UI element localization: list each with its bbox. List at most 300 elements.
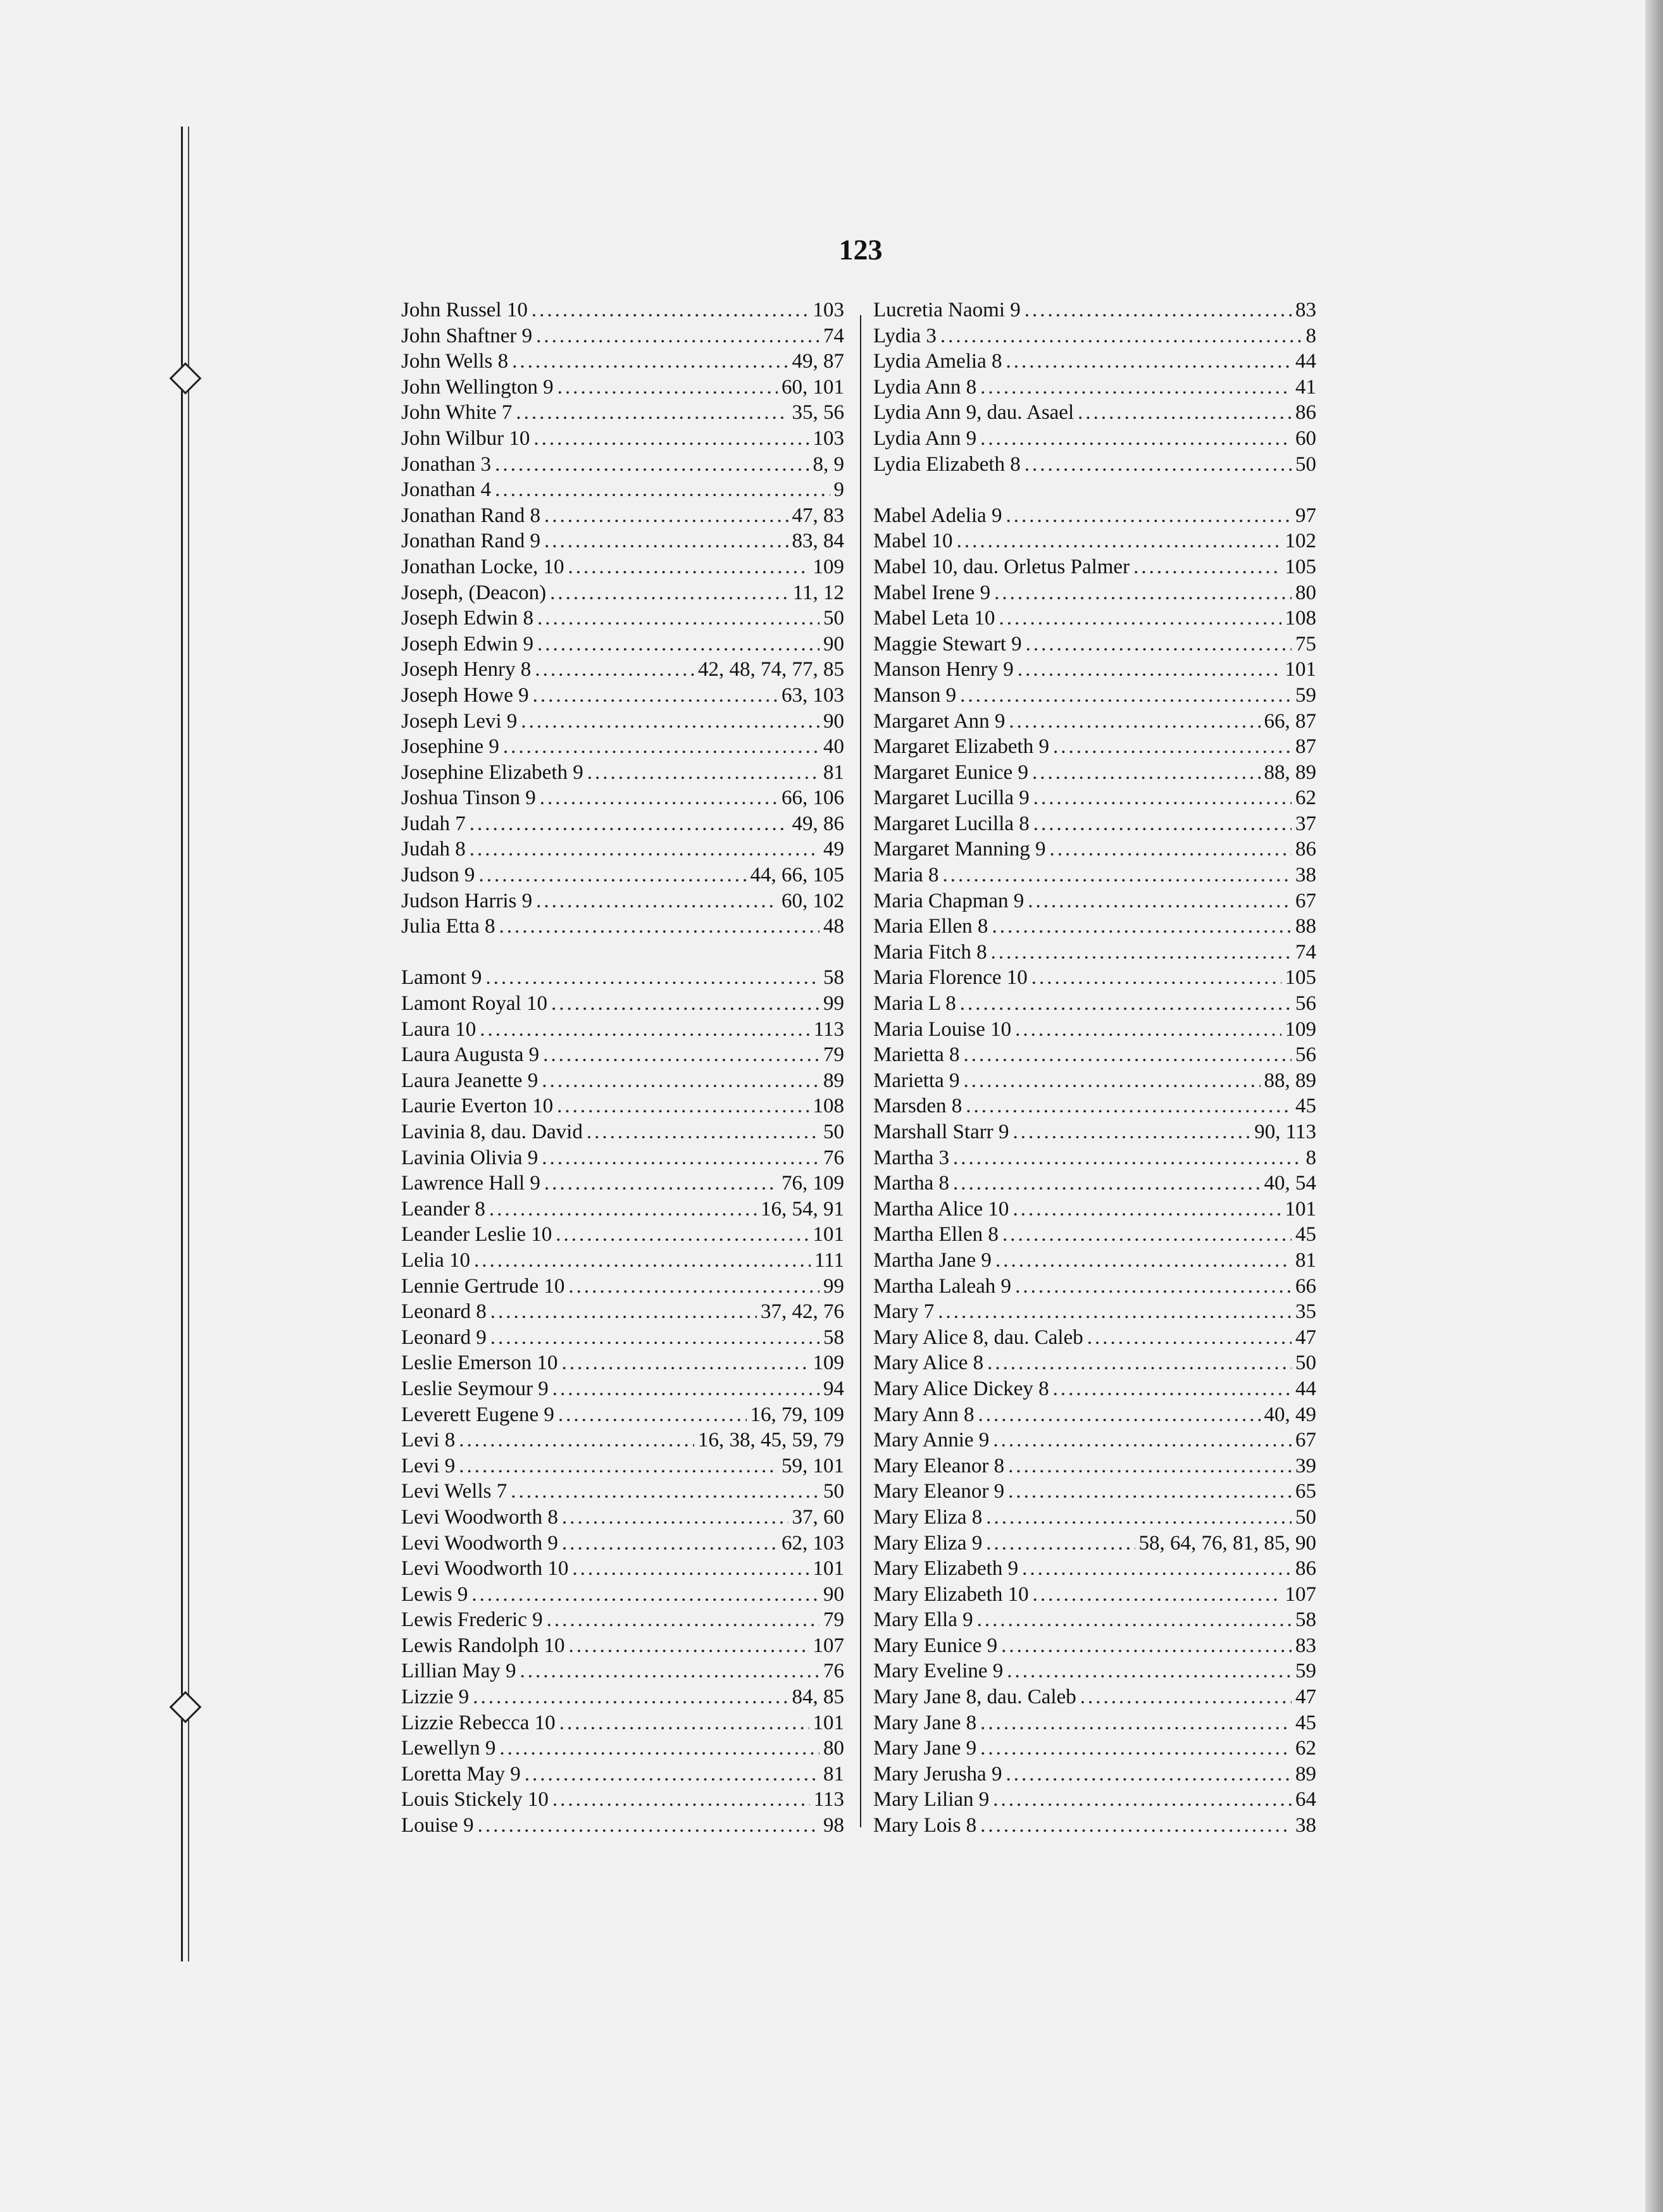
- index-entry: [401, 1274, 844, 1300]
- index-entry: [873, 811, 1316, 837]
- index-entry: [401, 323, 844, 349]
- index-entry: [873, 734, 1316, 760]
- dot-leader: [495, 452, 809, 478]
- entry-name: Lavinia 8, dau. David: [401, 1121, 583, 1143]
- index-entry: [401, 709, 844, 735]
- entry-pages: 40, 54: [1264, 1172, 1316, 1195]
- dot-leader: [533, 426, 809, 452]
- dot-leader: [1006, 349, 1292, 375]
- dot-leader: [480, 1017, 810, 1043]
- dot-leader: [558, 1402, 747, 1428]
- entry-pages: 35: [1295, 1300, 1316, 1324]
- entry-pages: 62: [1295, 1737, 1316, 1760]
- entry-name: John Shaftner 9: [401, 324, 533, 347]
- index-entry: [401, 914, 844, 940]
- index-entry: [873, 1017, 1316, 1043]
- index-entry: [873, 1607, 1316, 1633]
- dot-leader: [986, 1505, 1292, 1531]
- index-entry: [401, 1531, 844, 1556]
- entry-name: Maria Florence 10: [873, 966, 1028, 990]
- entry-pages: 8, 9: [813, 452, 844, 476]
- entry-pages: 37, 42, 76: [761, 1300, 844, 1324]
- entry-name: Mabel Adelia 9: [873, 504, 1002, 527]
- index-entry: [401, 1376, 844, 1402]
- index-entry: [873, 554, 1316, 580]
- entry-name: Lennie Gertrude 10: [401, 1274, 565, 1298]
- dot-leader: [470, 836, 819, 862]
- dot-leader: [1015, 1274, 1292, 1300]
- dot-leader: [977, 1607, 1292, 1633]
- entry-pages: 86: [1295, 1557, 1316, 1581]
- entry-name: Margaret Elizabeth 9: [873, 735, 1049, 759]
- index-entry: [401, 477, 844, 503]
- index-entry: [873, 1762, 1316, 1787]
- index-entry: [401, 528, 844, 554]
- entry-pages: 75: [1295, 632, 1316, 656]
- index-spacer: [401, 940, 844, 966]
- entry-name: John Wellington 9: [401, 375, 554, 399]
- dot-leader: [471, 1582, 819, 1608]
- entry-pages: 67: [1295, 889, 1316, 912]
- entry-name: Mary Jerusha 9: [873, 1762, 1002, 1786]
- entry-pages: 45: [1295, 1711, 1316, 1734]
- dot-leader: [980, 1736, 1292, 1762]
- index-entry: [873, 503, 1316, 529]
- binding-knot: [170, 363, 202, 395]
- entry-pages: 42, 48, 74, 77, 85: [698, 658, 844, 681]
- index-entry: [401, 554, 844, 580]
- entry-name: Leander 8: [401, 1197, 485, 1221]
- entry-pages: 102: [1285, 530, 1316, 553]
- entry-pages: 39: [1295, 1454, 1316, 1477]
- entry-pages: 74: [1295, 940, 1316, 964]
- entry-pages: 79: [823, 1608, 844, 1632]
- dot-leader: [543, 1042, 819, 1068]
- dot-leader: [1053, 734, 1292, 760]
- entry-pages: 45: [1295, 1095, 1316, 1118]
- entry-name: Martha Laleah 9: [873, 1274, 1012, 1298]
- entry-name: Mary Elizabeth 10: [873, 1582, 1029, 1606]
- index-entry: [401, 1479, 844, 1505]
- entry-pages: 90: [823, 632, 844, 656]
- entry-name: Mabel 10, dau. Orletus Palmer: [873, 555, 1130, 578]
- entry-pages: 58: [823, 1326, 844, 1349]
- entry-name: Maggie Stewart 9: [873, 632, 1022, 656]
- entry-pages: 101: [813, 1557, 844, 1581]
- index-entry: [873, 965, 1316, 991]
- index-entry: [401, 991, 844, 1017]
- index-entry: [401, 375, 844, 401]
- entry-name: Laura Jeanette 9: [401, 1069, 539, 1092]
- entry-pages: 60, 102: [782, 889, 844, 912]
- index-entry: [401, 1762, 844, 1787]
- entry-name: Mary Jane 8, dau. Caleb: [873, 1686, 1076, 1709]
- index-entry: [873, 991, 1316, 1017]
- index-entry: [873, 836, 1316, 862]
- dot-leader: [459, 1427, 694, 1453]
- dot-leader: [1007, 1658, 1292, 1684]
- index-entry: [873, 297, 1316, 323]
- entry-name: Lavinia Olivia 9: [401, 1146, 539, 1169]
- dot-leader: [964, 1068, 1261, 1094]
- index-entry: [873, 1068, 1316, 1094]
- entry-name: Lizzie 9: [401, 1686, 470, 1709]
- entry-name: Martha 8: [873, 1172, 950, 1195]
- entry-pages: 40: [823, 735, 844, 759]
- dot-leader: [1018, 657, 1281, 683]
- index-entry: [873, 452, 1316, 478]
- entry-pages: 58, 64, 76, 81, 85, 90: [1138, 1531, 1316, 1555]
- dot-leader: [1022, 1556, 1292, 1582]
- entry-name: Martha 3: [873, 1146, 950, 1169]
- dot-leader: [542, 1068, 819, 1094]
- entry-pages: 83: [1295, 1634, 1316, 1657]
- entry-name: Judah 7: [401, 812, 466, 835]
- entry-name: Mary Elizabeth 9: [873, 1557, 1019, 1581]
- index-entry: [873, 1299, 1316, 1325]
- entry-name: Maria 8: [873, 864, 939, 887]
- entry-pages: 16, 79, 109: [750, 1403, 844, 1426]
- entry-name: Mary Eveline 9: [873, 1660, 1004, 1683]
- index-entry: [873, 760, 1316, 786]
- entry-pages: 66, 87: [1264, 709, 1316, 733]
- index-entry: [401, 1427, 844, 1453]
- entry-name: Levi 9: [401, 1454, 456, 1477]
- entry-pages: 103: [813, 426, 844, 450]
- dot-leader: [978, 1402, 1261, 1428]
- dot-leader: [964, 1042, 1292, 1068]
- entry-name: Mabel 10: [873, 530, 953, 553]
- entry-pages: 109: [813, 555, 844, 578]
- dot-leader: [953, 1171, 1260, 1196]
- dot-leader: [980, 1813, 1292, 1839]
- index-entry: [401, 606, 844, 631]
- index-entry: [401, 811, 844, 837]
- entry-pages: 62: [1295, 786, 1316, 810]
- dot-leader: [561, 1350, 809, 1376]
- dot-leader: [557, 1093, 809, 1119]
- entry-pages: 50: [1295, 1351, 1316, 1375]
- column-divider: [860, 315, 861, 1827]
- entry-pages: 98: [823, 1814, 844, 1837]
- entry-name: Lydia Elizabeth 8: [873, 452, 1021, 476]
- entry-name: Mary Eleanor 8: [873, 1454, 1005, 1477]
- entry-pages: 105: [1285, 966, 1316, 990]
- entry-pages: 67: [1295, 1429, 1316, 1452]
- entry-name: John White 7: [401, 401, 513, 425]
- entry-name: Mary 7: [873, 1300, 935, 1324]
- dot-leader: [1033, 1582, 1281, 1608]
- entry-name: Jonathan Rand 8: [401, 504, 540, 527]
- index-entry: [873, 1350, 1316, 1376]
- entry-name: John Russel 10: [401, 299, 528, 321]
- dot-leader: [568, 554, 809, 580]
- index-entry: [873, 709, 1316, 735]
- dot-leader: [478, 862, 746, 888]
- dot-leader: [987, 1350, 1292, 1376]
- entry-name: Jonathan Rand 9: [401, 530, 540, 553]
- index-entry: [401, 1736, 844, 1762]
- dot-leader: [966, 1093, 1292, 1119]
- index-entry: [873, 888, 1316, 914]
- dot-leader: [544, 528, 788, 554]
- index-entry: [401, 1710, 844, 1736]
- entry-name: Joseph Levi 9: [401, 709, 518, 733]
- dot-leader: [474, 1248, 811, 1274]
- index-entry: [873, 580, 1316, 606]
- entry-name: Josephine Elizabeth 9: [401, 761, 583, 784]
- dot-leader: [495, 477, 830, 503]
- dot-leader: [1133, 554, 1281, 580]
- entry-pages: 9: [833, 478, 844, 502]
- dot-leader: [943, 862, 1292, 888]
- entry-pages: 88, 89: [1264, 761, 1316, 784]
- entry-name: Margaret Lucilla 8: [873, 812, 1030, 835]
- index-entry: [873, 1736, 1316, 1762]
- entry-pages: 35, 56: [792, 401, 844, 425]
- index-entry: [873, 426, 1316, 452]
- entry-pages: 88: [1295, 915, 1316, 938]
- entry-name: Joseph Edwin 9: [401, 632, 533, 656]
- entry-name: Jonathan Locke, 10: [401, 555, 564, 578]
- entry-pages: 76, 109: [782, 1172, 844, 1195]
- index-entry: [401, 1119, 844, 1145]
- dot-leader: [960, 991, 1292, 1017]
- index-entry: [873, 1042, 1316, 1068]
- index-entry: [401, 1145, 844, 1171]
- entry-pages: 50: [1295, 1505, 1316, 1529]
- index-entry: [873, 1274, 1316, 1300]
- dot-leader: [552, 1376, 819, 1402]
- dot-leader: [490, 1299, 757, 1325]
- entry-pages: 107: [813, 1634, 844, 1657]
- entry-name: Maria Louise 10: [873, 1017, 1012, 1041]
- entry-name: Lewis Frederic 9: [401, 1608, 543, 1632]
- entry-pages: 38: [1295, 1814, 1316, 1837]
- entry-pages: 79: [823, 1043, 844, 1067]
- index-entry: [873, 1556, 1316, 1582]
- dot-leader: [995, 1248, 1292, 1274]
- entry-pages: 58: [823, 966, 844, 990]
- entry-name: Mary Eunice 9: [873, 1634, 998, 1657]
- index-entry: [873, 528, 1316, 554]
- entry-name: Mary Lilian 9: [873, 1788, 990, 1811]
- entry-pages: 40, 49: [1264, 1403, 1316, 1426]
- entry-pages: 86: [1295, 838, 1316, 861]
- dot-leader: [1087, 1325, 1292, 1351]
- entry-pages: 50: [1295, 452, 1316, 476]
- entry-name: Lillian May 9: [401, 1660, 516, 1683]
- index-entry: [401, 1402, 844, 1428]
- index-entry: [401, 400, 844, 426]
- index-entry: [873, 1453, 1316, 1479]
- entry-pages: 89: [1295, 1762, 1316, 1786]
- page-edge-shadow: [1645, 0, 1663, 2212]
- index-entry: [873, 914, 1316, 940]
- dot-leader: [551, 991, 819, 1017]
- dot-leader: [1080, 1684, 1292, 1710]
- dot-leader: [532, 297, 809, 323]
- index-entry: [873, 862, 1316, 888]
- dot-leader: [473, 1684, 788, 1710]
- dot-leader: [533, 683, 778, 709]
- index-entry: [401, 1684, 844, 1710]
- entry-pages: 59: [1295, 683, 1316, 707]
- entry-name: Levi 8: [401, 1429, 456, 1452]
- entry-name: Levi Woodworth 10: [401, 1557, 569, 1581]
- entry-pages: 101: [1285, 1197, 1316, 1221]
- index-column-left: [401, 297, 844, 1839]
- index-entry: [401, 1813, 844, 1839]
- index-entry: [873, 1427, 1316, 1453]
- index-entry: [401, 888, 844, 914]
- index-entry: [873, 631, 1316, 657]
- dot-leader: [547, 1607, 819, 1633]
- entry-name: Leonard 8: [401, 1300, 487, 1324]
- index-entry: [401, 1248, 844, 1274]
- entry-name: Joseph, (Deacon): [401, 581, 547, 604]
- entry-name: Joseph Howe 9: [401, 683, 529, 707]
- entry-name: Lewellyn 9: [401, 1737, 496, 1760]
- entry-pages: 44, 66, 105: [750, 864, 844, 887]
- entry-pages: 56: [1295, 992, 1316, 1016]
- entry-pages: 97: [1295, 504, 1316, 527]
- entry-pages: 80: [823, 1737, 844, 1760]
- entry-pages: 45: [1295, 1223, 1316, 1246]
- entry-pages: 90: [823, 709, 844, 733]
- dot-leader: [503, 734, 819, 760]
- index-entry: [401, 965, 844, 991]
- entry-pages: 99: [823, 992, 844, 1016]
- entry-name: Marsden 8: [873, 1095, 962, 1118]
- entry-name: Louise 9: [401, 1814, 474, 1837]
- entry-name: Lizzie Rebecca 10: [401, 1711, 556, 1734]
- entry-pages: 88, 89: [1264, 1069, 1316, 1092]
- entry-pages: 11, 12: [792, 581, 844, 604]
- index-entry: [401, 580, 844, 606]
- entry-pages: 113: [813, 1788, 844, 1811]
- dot-leader: [544, 503, 788, 529]
- entry-name: Judson 9: [401, 864, 475, 887]
- entry-name: Jonathan 3: [401, 452, 492, 476]
- entry-name: Maria Chapman 9: [873, 889, 1025, 912]
- dot-leader: [980, 426, 1292, 452]
- dot-leader: [1053, 1376, 1292, 1402]
- entry-name: Mary Alice 8, dau. Caleb: [873, 1326, 1083, 1349]
- entry-pages: 59, 101: [782, 1454, 844, 1477]
- entry-name: Julia Etta 8: [401, 915, 495, 938]
- dot-leader: [1050, 836, 1292, 862]
- entry-pages: 47: [1295, 1686, 1316, 1709]
- entry-name: Manson Henry 9: [873, 658, 1014, 681]
- entry-name: Mary Jane 9: [873, 1737, 977, 1760]
- entry-name: Levi Woodworth 8: [401, 1505, 558, 1529]
- entry-pages: 84, 85: [792, 1686, 844, 1709]
- entry-pages: 108: [1285, 607, 1316, 630]
- entry-name: Mary Eliza 9: [873, 1531, 983, 1555]
- entry-name: Louis Stickely 10: [401, 1788, 549, 1811]
- entry-name: Lawrence Hall 9: [401, 1172, 540, 1195]
- entry-name: Laura 10: [401, 1017, 476, 1041]
- index-entry: [873, 606, 1316, 631]
- entry-name: Lydia Amelia 8: [873, 350, 1002, 373]
- index-entry: [401, 1607, 844, 1633]
- entry-name: Mabel Leta 10: [873, 607, 995, 630]
- entry-pages: 49: [823, 838, 844, 861]
- dot-leader: [953, 1145, 1302, 1171]
- index-entry: [873, 1248, 1316, 1274]
- entry-pages: 49, 87: [792, 350, 844, 373]
- entry-pages: 38: [1295, 864, 1316, 887]
- entry-pages: 109: [1285, 1017, 1316, 1041]
- dot-leader: [994, 580, 1292, 606]
- entry-name: Marietta 9: [873, 1069, 960, 1092]
- index-entry: [401, 1505, 844, 1531]
- entry-pages: 8: [1305, 324, 1316, 347]
- entry-pages: 109: [813, 1351, 844, 1375]
- dot-leader: [1009, 709, 1260, 735]
- entry-name: Lamont Royal 10: [401, 992, 547, 1016]
- index-entry: [401, 1350, 844, 1376]
- entry-pages: 83, 84: [792, 530, 844, 553]
- dot-leader: [1026, 631, 1292, 657]
- entry-name: Margaret Lucilla 9: [873, 786, 1030, 810]
- entry-name: Loretta May 9: [401, 1762, 521, 1786]
- index-entry: [873, 1479, 1316, 1505]
- dot-leader: [459, 1453, 778, 1479]
- index-entry: [401, 452, 844, 478]
- index-entry: [873, 1196, 1316, 1222]
- dot-leader: [540, 785, 778, 811]
- dot-leader: [993, 1427, 1292, 1453]
- dot-leader: [562, 1505, 788, 1531]
- entry-pages: 105: [1285, 555, 1316, 578]
- entry-name: Mary Annie 9: [873, 1429, 990, 1452]
- entry-pages: 111: [814, 1248, 844, 1272]
- index-entry: [873, 1119, 1316, 1145]
- index-entry: [401, 836, 844, 862]
- entry-name: Laurie Everton 10: [401, 1095, 554, 1118]
- dot-leader: [568, 1633, 809, 1659]
- dot-leader: [1012, 1196, 1281, 1222]
- entry-name: Lydia Ann 9, dau. Asael: [873, 401, 1074, 425]
- dot-leader: [499, 1736, 819, 1762]
- entry-name: Margaret Eunice 9: [873, 761, 1028, 784]
- entry-pages: 86: [1295, 401, 1316, 425]
- entry-pages: 62, 103: [782, 1531, 844, 1555]
- entry-pages: 37: [1295, 812, 1316, 835]
- entry-pages: 108: [813, 1095, 844, 1118]
- entry-name: Lydia 3: [873, 324, 937, 347]
- dot-leader: [485, 965, 819, 991]
- index-entry: [873, 323, 1316, 349]
- entry-pages: 64: [1295, 1788, 1316, 1811]
- index-entry: [401, 1068, 844, 1094]
- dot-leader: [999, 606, 1281, 631]
- entry-name: Leonard 9: [401, 1326, 487, 1349]
- entry-pages: 50: [823, 1121, 844, 1143]
- entry-name: Maria L 8: [873, 992, 956, 1016]
- entry-name: Leslie Emerson 10: [401, 1351, 558, 1375]
- dot-leader: [470, 811, 788, 837]
- entry-pages: 65: [1295, 1480, 1316, 1503]
- entry-name: Manson 9: [873, 683, 957, 707]
- index-entry: [401, 1196, 844, 1222]
- index-entry: [401, 349, 844, 375]
- entry-name: Marietta 8: [873, 1043, 960, 1067]
- entry-name: Joshua Tinson 9: [401, 786, 536, 810]
- dot-leader: [511, 1479, 819, 1505]
